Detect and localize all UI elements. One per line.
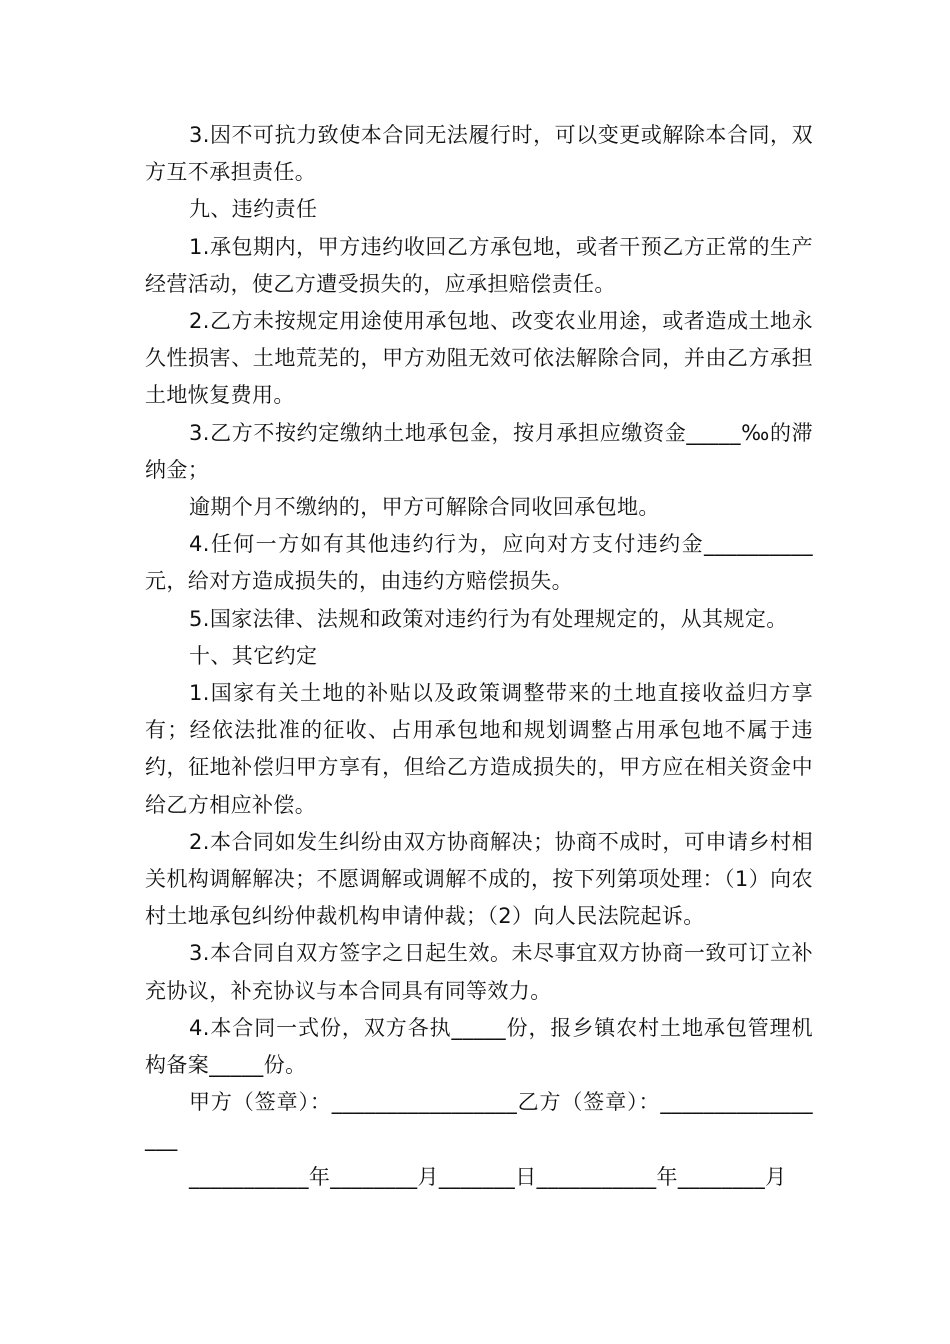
section-heading-other: 十、其它约定 (189, 643, 318, 668)
clause-other-4: 4.本合同一式份，双方各执_____份，报乡镇农村土地承包管理机构备案_____份。 (145, 1015, 813, 1078)
clause-liability-1: 1.承包期内，甲方违约收回乙方承包地，或者干预乙方正常的生产经营活动，使乙方遭受损失的，应承担赔偿责任。 (145, 234, 813, 296)
clause-liability-5: 5.国家法律、法规和政策对违约行为有处理规定的，从其规定。 (189, 606, 788, 631)
clause-liability-3: 3.乙方不按约定缴纳土地承包金，按月承担应缴资金_____‰的滞纳金； (145, 420, 813, 482)
signature-line: 甲方（签章）：_________________乙方（签章）：_________________ (145, 1090, 813, 1152)
clause-liability-2: 2.乙方未按规定用途使用承包地、改变农业用途，或者造成土地永久性损害、土地荒芜的，甲方劝阻无效可依法解除合同，并由乙方承担土地恢复费用。 (145, 309, 813, 408)
clause-other-1: 1.国家有关土地的补贴以及政策调整带来的土地直接收益归方享有；经依法批准的征收、占用承包地和规划调整占用承包地不属于违约，征地补偿归甲方享有，但给乙方造成损失的，甲方应在相关资金中给乙方相应补偿。 (145, 681, 813, 817)
clause-other-3: 3.本合同自双方签字之日起生效。未尽事宜双方协商一致可订立补充协议，补充协议与本合同具有同等效力。 (145, 941, 813, 1003)
clause-force-majeure: 3.因不可抗力致使本合同无法履行时，可以变更或解除本合同，双方互不承担责任。 (145, 123, 813, 185)
clause-other-2: 2.本合同如发生纠纷由双方协商解决；协商不成时，可申请乡村相关机构调解解决；不愿调解或调解不成的，按下列第项处理：（1）向农村土地承包纠纷仲裁机构申请仲裁；（2）向人民法院起诉。 (145, 829, 813, 929)
section-heading-liability: 九、违约责任 (189, 197, 318, 222)
contract-body (145, 117, 813, 1196)
clause-liability-4: 4.任何一方如有其他违约行为，应向对方支付违约金__________元，给对方造成损失的，由违约方赔偿损失。 (145, 532, 813, 594)
clause-overdue: 逾期个月不缴纳的，甲方可解除合同收回承包地。 (189, 495, 660, 520)
date-line: ___________年________月_______日___________年________月 (189, 1164, 787, 1189)
